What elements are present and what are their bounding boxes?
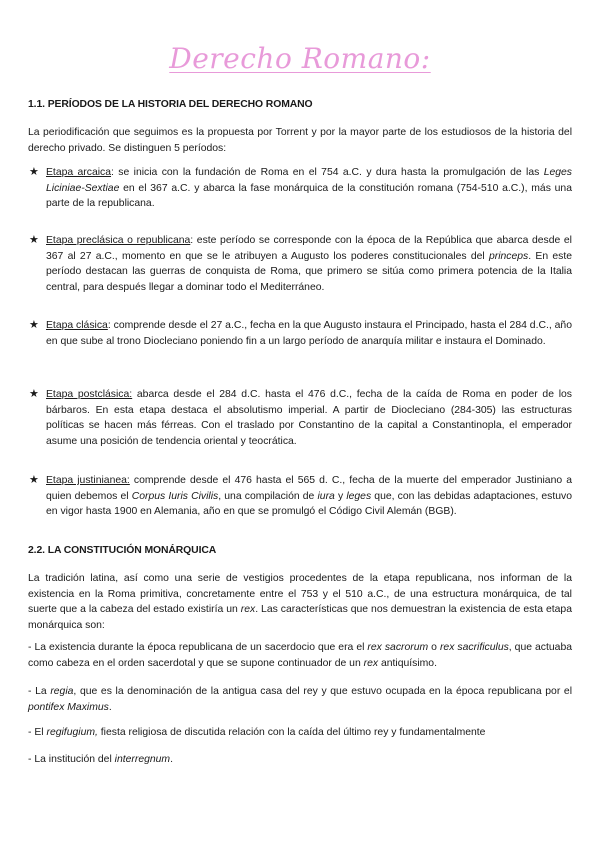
feature-item [28,725,572,741]
period-label: Etapa preclásica o republicana [46,235,191,246]
period-text: : comprende desde el 27 a.C., fecha en la que Augusto instaura el Principado, hasta el 284 d.C., año en que sube al trono Diocleciano poniendo fin a un largo período de anarquía militar e instaura el Dominado. [46,320,572,347]
period-italic-term: princeps [488,250,529,262]
feature-text: . [108,701,112,713]
feature-italic-term: rex sacrificulus [439,642,509,653]
feature-item [28,684,572,715]
feature-italic-term: rex [363,657,379,669]
period-item-text [46,387,572,449]
feature-text: , que actuaba como cabeza en el orden sacerdotal y que se supone continuador de un [28,642,573,669]
period-text: y [334,490,347,502]
star-bullet-icon: ★ [29,234,39,246]
period-italic-term: iura [317,490,335,502]
intro-text: . Las características que nos demuestran la existencia de esta etapa monárquica son: [28,604,572,631]
period-item-clasica [29,318,572,349]
period-text: que, con las debidas adaptaciones, estuvo en vigor hasta 1900 en Alemania, año en que se promulgó el Código Civil Alemán (BGB). [46,490,573,517]
feature-item [28,640,572,671]
period-italic-term: Leges Liciniae-Sextiae [46,167,572,194]
feature-text: o [428,642,440,653]
period-item-postclasica [29,387,572,449]
star-bullet-icon: ★ [29,319,39,331]
period-label: Etapa clásica [46,320,108,331]
star-bullet-icon: ★ [29,388,39,400]
section-2-heading: 2.2. LA CONSTITUCIÓN MONÁRQUICA [28,545,217,556]
feature-text: - La institución del [28,754,115,765]
period-label: Etapa postclásica: [46,389,133,400]
period-item-text [46,473,572,520]
period-text: : se inicia con la fundación de Roma en el 754 a.C. y dura hasta la promulgación de las [111,167,544,178]
period-label: Etapa justinianea: [46,475,130,486]
period-text: comprende desde el 476 hasta el 565 d. C., fecha de la muerte del emperador Justiniano a quien debemos el [46,475,573,502]
feature-text: , que es la denominación de la antigua casa del rey y que estuvo ocupada en la época republicana por el [73,686,573,697]
period-text: en el 367 a.C. y abarca la fase monárquica de la constitución romana (754-510 a.C.), más una parte de la republicana. [46,182,572,209]
feature-text: fiesta religiosa de discutida relación con la caída del último rey y fundamentalmente [97,727,486,738]
feature-text: - La existencia durante la época republicana de un sacerdocio que era el [28,642,368,653]
period-text: : este período se corresponde con la época de la República que abarca desde el 367 al 27 a.C., momento en que se le atribuyen a Augusto los poderes constitucionales del [46,235,572,262]
intro-italic-term: rex [240,604,256,615]
period-item-text [46,165,572,212]
feature-italic-term: regifugium, [46,727,98,738]
period-text: , una compilación de [218,490,318,502]
feature-text: antiquísimo. [378,657,437,669]
period-italic-term: leges [346,490,372,502]
intro-text: La tradición latina, así como una serie de vestigios procedentes de la etapa republicana, nos informan de la existencia en la Roma primitiva, concretamente entre el 753 y el 510 a.C., de una estructura monárquica, de tal suerte que a la cabeza del estado existiría un [28,573,572,615]
star-bullet-icon: ★ [29,474,39,486]
period-item-text [46,233,572,295]
period-text: abarca desde el 284 d.C. hasta el 476 d.C., fecha de la caída de Roma en poder de los bárbaros. En esta etapa destaca el absolutismo imperial. A partir de Diocleciano (284-305) las estructuras políticas se hacen más férreas. Con el traslado por Constantino de la capital a Constantinopla, el emperador asume una posición de tendencia oriental y teocrática. [46,389,572,447]
period-item-arcaica [29,165,572,212]
feature-italic-term: interregnum [114,754,171,765]
star-bullet-icon: ★ [29,166,39,178]
feature-italic-term: pontifex Maximus [28,701,109,713]
section-1-heading: 1.1. PERÍODOS DE LA HISTORIA DEL DERECHO ROMANO [28,99,313,110]
period-text: . En este período destacan las guerras de conquista de Roma, que primero se sitúa como primera potencia de la Italia central, para después llegar a dominar todo el Mediterráneo. [46,250,572,293]
feature-item [28,752,572,768]
feature-italic-term: rex sacrorum [367,642,429,653]
section-2-intro [28,571,572,633]
section-1-intro: La periodificación que seguimos es la propuesta por Torrent y por la mayor parte de los estudiosos de la historia del derecho privado. Se distinguen 5 períodos: [28,127,572,154]
feature-text: - La [28,686,51,697]
period-item-text [46,318,572,349]
feature-italic-term: regia [50,686,74,697]
period-item-justinianea [29,473,573,520]
period-label: Etapa arcaica [46,167,112,178]
document-title: Derecho Romano: [169,42,431,75]
period-item-preclasica [29,233,572,295]
period-italic-term: Corpus Iuris Civilis [131,490,219,502]
feature-text: - El [28,727,47,738]
feature-text: . [170,754,173,765]
